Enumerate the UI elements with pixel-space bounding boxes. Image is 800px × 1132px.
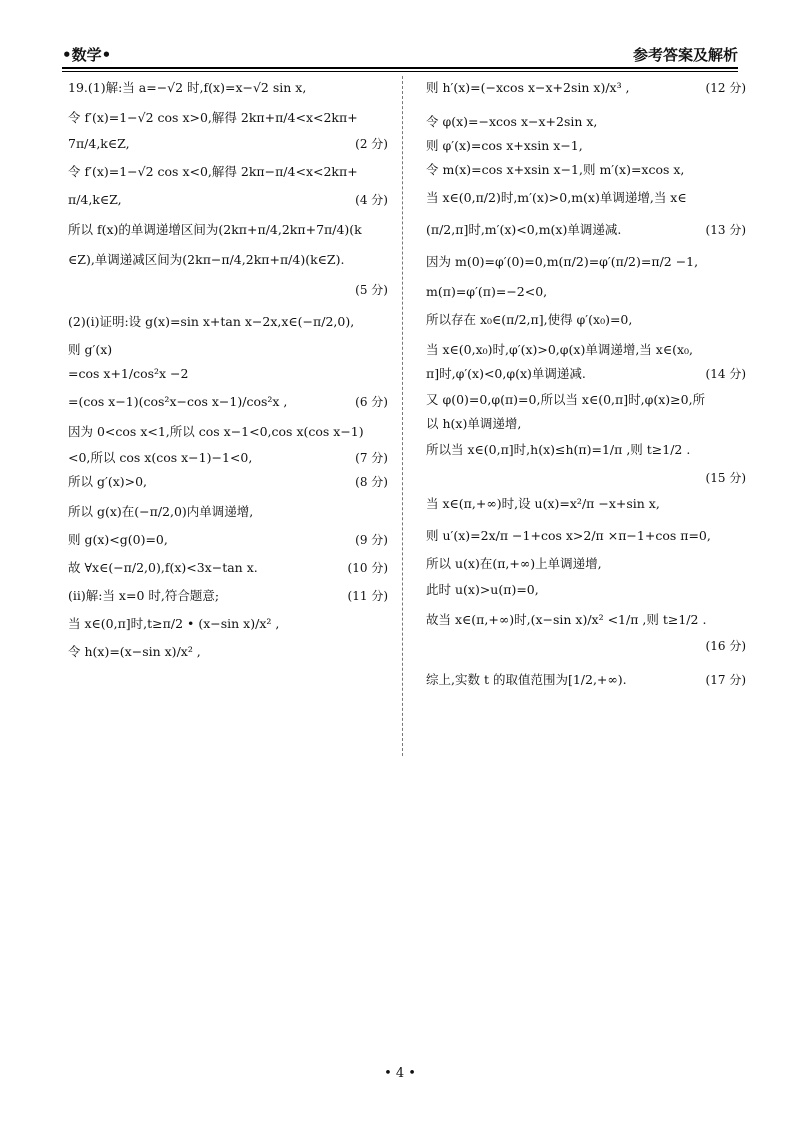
line-text: 所以存在 x₀∈(π/2,π],使得 φ′(x₀)=0, xyxy=(426,312,633,327)
line-text: 令 f′(x)=1−√2 cos x<0,解得 2kπ−π/4<x<2kπ+ xyxy=(68,164,358,179)
solution-line xyxy=(426,582,746,598)
line-text: 综上,实数 t 的取值范围为[1/2,+∞). xyxy=(426,672,627,687)
solution-line xyxy=(68,164,388,180)
line-text: (ii)解:当 x=0 时,符合题意; xyxy=(68,588,220,603)
solution-line xyxy=(68,366,388,382)
solution-line xyxy=(68,314,388,330)
score-mark: (16 分) xyxy=(705,639,746,653)
solution-line xyxy=(68,616,388,632)
line-text: =(cos x−1)(cos²x−cos x−1)/cos²x , xyxy=(68,394,288,409)
score-mark: (9 分) xyxy=(355,533,388,547)
solution-line xyxy=(68,474,388,490)
solution-line xyxy=(426,496,746,512)
solution-line xyxy=(68,588,388,604)
line-text: 当 x∈(π,+∞)时,设 u(x)=x²/π −x+sin x, xyxy=(426,496,660,511)
solution-line xyxy=(426,284,746,300)
solution-line xyxy=(426,672,746,688)
line-text: 则 g(x)<g(0)=0, xyxy=(68,532,168,547)
solution-line xyxy=(426,556,746,572)
line-text: ∈Z),单调递减区间为(2kπ−π/4,2kπ+π/4)(k∈Z). xyxy=(68,252,345,267)
line-text: (2)(i)证明:设 g(x)=sin x+tan x−2x,x∈(−π/2,0), xyxy=(68,314,355,329)
solution-line xyxy=(426,254,746,270)
score-mark: (13 分) xyxy=(705,223,746,237)
header-rule-thick xyxy=(62,67,738,69)
line-text: π]时,φ′(x)<0,φ(x)单调递减. xyxy=(426,366,586,381)
page-header xyxy=(62,38,738,68)
solution-line xyxy=(426,114,746,130)
solution-line xyxy=(426,80,746,96)
line-text: 7π/4,k∈Z, xyxy=(68,136,130,151)
solution-line xyxy=(426,612,746,628)
solution-line xyxy=(68,504,388,520)
solution-line xyxy=(68,252,388,268)
line-text: =cos x+1/cos²x −2 xyxy=(68,366,189,381)
solution-line xyxy=(426,138,746,154)
subject-label: •数学• xyxy=(62,46,112,64)
solution-line xyxy=(68,80,388,96)
solution-line xyxy=(68,192,388,208)
solution-line xyxy=(68,342,388,358)
column-divider xyxy=(402,76,403,756)
line-text: 此时 u(x)>u(π)=0, xyxy=(426,582,539,597)
line-text: 所以当 x∈(0,π]时,h(x)≤h(π)=1/π ,则 t≥1/2 . xyxy=(426,442,691,457)
score-mark: (5 分) xyxy=(355,283,388,297)
solution-line xyxy=(68,450,388,466)
score-mark: (12 分) xyxy=(705,81,746,95)
solution-line xyxy=(426,442,746,458)
score-mark: (8 分) xyxy=(355,475,388,489)
section-title: 参考答案及解析 xyxy=(632,46,738,64)
solution-line xyxy=(68,424,388,440)
header-rule-thin xyxy=(62,71,738,72)
line-text: π/4,k∈Z, xyxy=(68,192,122,207)
line-text: 因为 0<cos x<1,所以 cos x−1<0,cos x(cos x−1) xyxy=(68,424,364,439)
line-text: 以 h(x)单调递增, xyxy=(426,416,522,431)
solution-line xyxy=(68,560,388,576)
score-mark: (2 分) xyxy=(355,137,388,151)
line-text: (π/2,π]时,m′(x)<0,m(x)单调递减. xyxy=(426,222,622,237)
score-mark: (11 分) xyxy=(347,589,388,603)
solution-line xyxy=(426,312,746,328)
solution-line xyxy=(426,162,746,178)
solution-line xyxy=(426,416,746,432)
line-text: 当 x∈(0,π]时,t≥π/2 • (x−sin x)/x² , xyxy=(68,616,280,631)
line-text: 当 x∈(0,π/2)时,m′(x)>0,m(x)单调递增,当 x∈ xyxy=(426,190,687,205)
solution-line xyxy=(426,392,746,408)
line-text: m(π)=φ′(π)=−2<0, xyxy=(426,284,548,299)
line-text: 又 φ(0)=0,φ(π)=0,所以当 x∈(0,π]时,φ(x)≥0,所 xyxy=(426,392,706,407)
score-mark: (7 分) xyxy=(355,451,388,465)
page-number: • 4 • xyxy=(384,1066,416,1081)
solution-line xyxy=(68,110,388,126)
line-text: 所以 u(x)在(π,+∞)上单调递增, xyxy=(426,556,602,571)
line-text: 故 ∀x∈(−π/2,0),f(x)<3x−tan x. xyxy=(68,560,258,575)
line-text: 所以 f(x)的单调递增区间为(2kπ+π/4,2kπ+7π/4)(k xyxy=(68,222,362,237)
line-text: 令 h(x)=(x−sin x)/x² , xyxy=(68,644,201,659)
score-mark: (4 分) xyxy=(355,193,388,207)
solution-line xyxy=(426,342,746,358)
solution-line xyxy=(68,532,388,548)
line-text: 当 x∈(0,x₀)时,φ′(x)>0,φ(x)单调递增,当 x∈(x₀, xyxy=(426,342,693,357)
line-text: 令 m(x)=cos x+xsin x−1,则 m′(x)=xcos x, xyxy=(426,162,685,177)
score-mark: (10 分) xyxy=(347,561,388,575)
line-text: 所以 g(x)在(−π/2,0)内单调递增, xyxy=(68,504,254,519)
solution-line xyxy=(426,366,746,382)
line-text: 因为 m(0)=φ′(0)=0,m(π/2)=φ′(π/2)=π/2 −1, xyxy=(426,254,699,269)
line-text: 19.(1)解:当 a=−√2 时,f(x)=x−√2 sin x, xyxy=(68,80,307,95)
solution-line xyxy=(68,136,388,152)
line-text: 令 f′(x)=1−√2 cos x>0,解得 2kπ+π/4<x<2kπ+ xyxy=(68,110,358,125)
line-text: 则 h′(x)=(−xcos x−x+2sin x)/x³ , xyxy=(426,80,630,95)
solution-line xyxy=(426,528,746,544)
solution-line xyxy=(426,222,746,238)
solution-line xyxy=(68,644,388,660)
score-mark: (14 分) xyxy=(705,367,746,381)
line-text: 故当 x∈(π,+∞)时,(x−sin x)/x² <1/π ,则 t≥1/2 . xyxy=(426,612,707,627)
solution-line xyxy=(426,190,746,206)
line-text: 则 g′(x) xyxy=(68,342,113,357)
line-text: 所以 g′(x)>0, xyxy=(68,474,148,489)
line-text: 则 u′(x)=2x/π −1+cos x>2/π ×π−1+cos π=0, xyxy=(426,528,711,543)
solution-line xyxy=(68,394,388,410)
line-text: 令 φ(x)=−xcos x−x+2sin x, xyxy=(426,114,598,129)
score-mark: (15 分) xyxy=(705,471,746,485)
score-mark: (6 分) xyxy=(355,395,388,409)
score-mark: (17 分) xyxy=(705,673,746,687)
line-text: <0,所以 cos x(cos x−1)−1<0, xyxy=(68,450,253,465)
solution-line xyxy=(68,222,388,238)
line-text: 则 φ′(x)=cos x+xsin x−1, xyxy=(426,138,583,153)
